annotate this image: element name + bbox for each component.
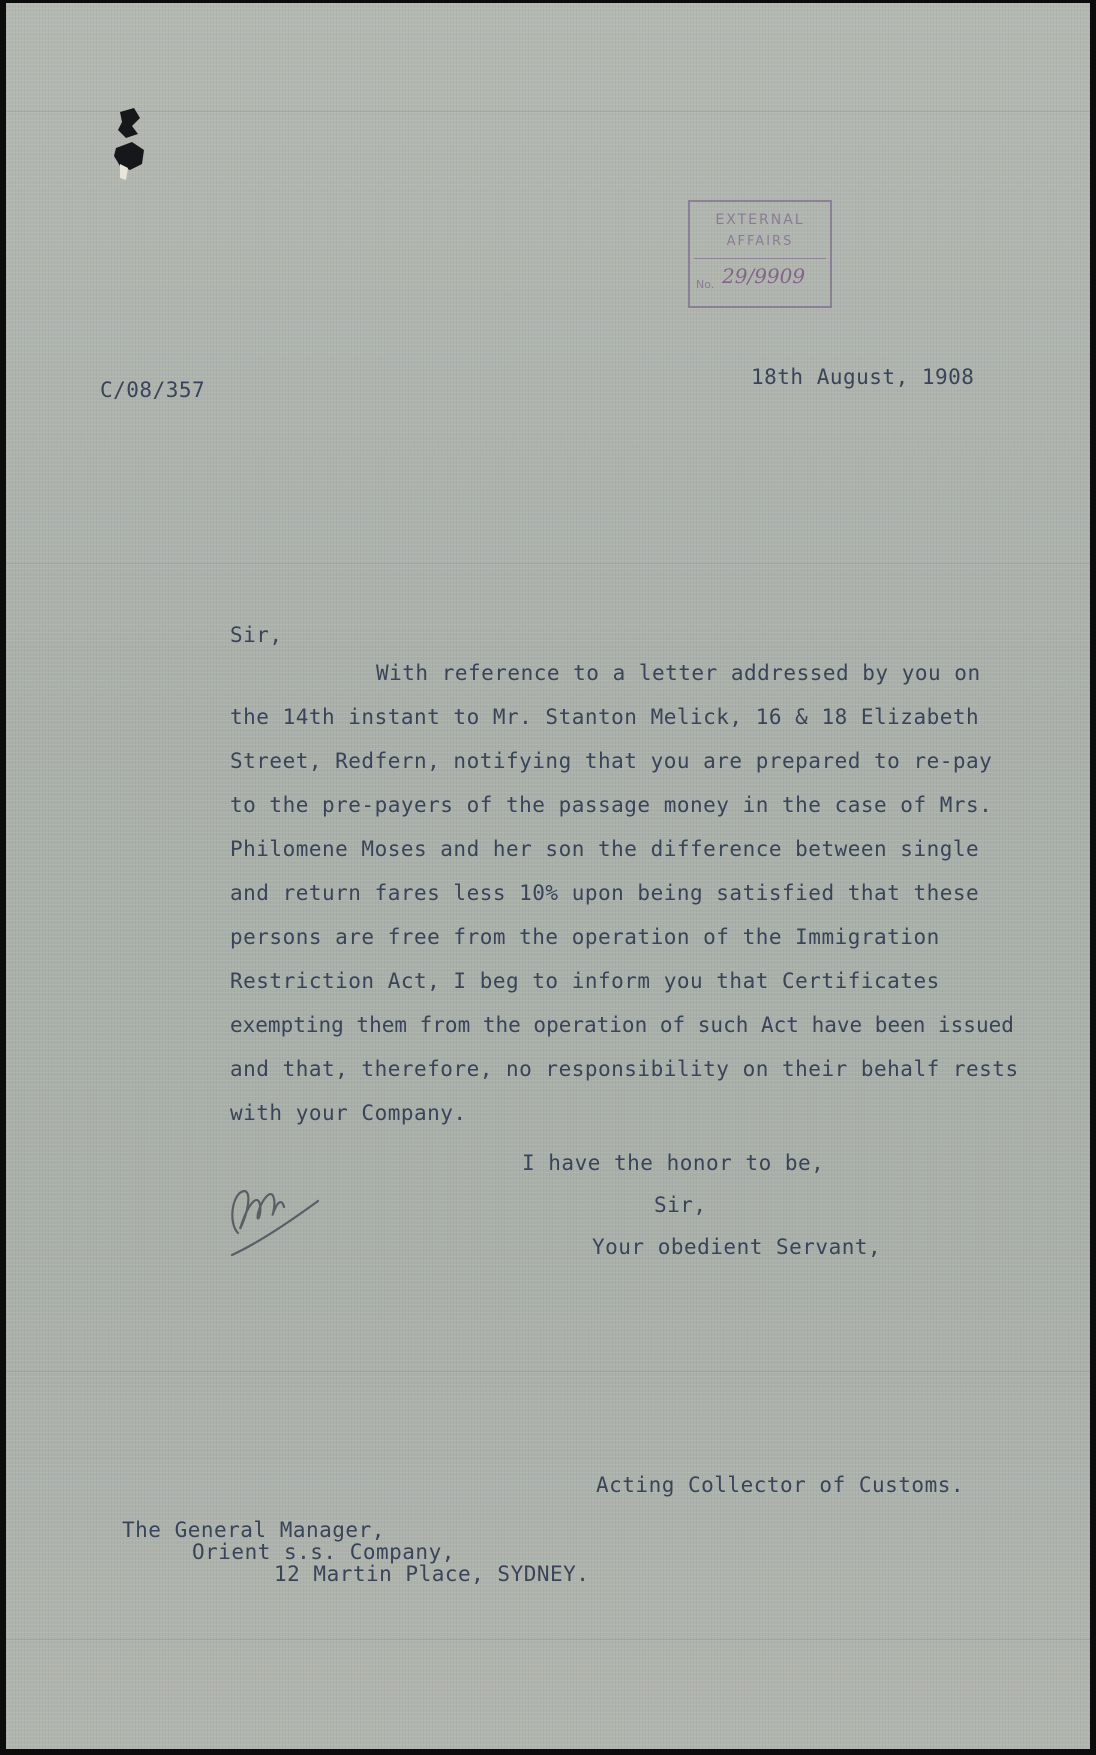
stamp-line-2: AFFAIRS (726, 234, 794, 249)
body-line: exempting them from the operation of such Act have been issued (230, 1013, 1014, 1037)
body-line: With reference to a letter addressed by you on (376, 661, 981, 685)
external-affairs-stamp (688, 200, 832, 308)
address-line-3: 12 Martin Place, SYDNEY. (274, 1562, 590, 1586)
body-line: Street, Redfern, notifying that you are prepared to re-pay (230, 749, 993, 773)
letter-date: 18th August, 1908 (751, 365, 975, 389)
body-line: the 14th instant to Mr. Stanton Melick, 16 & 18 Elizabeth (230, 705, 980, 729)
stamp-prefix: No. (696, 278, 715, 291)
address-line-2: Orient s.s. Company, (192, 1540, 455, 1564)
salutation: Sir, (230, 623, 283, 647)
reference-number: C/08/357 (100, 378, 206, 402)
punch-hole-mark (112, 108, 152, 188)
body-line: and that, therefore, no responsibility on their behalf rests (230, 1057, 1019, 1081)
handwritten-initials (218, 1163, 328, 1263)
letter-sheet (6, 3, 1090, 1749)
closing-line-1: I have the honor to be, (522, 1151, 825, 1175)
body-line: Restriction Act, I beg to inform you that Certificates (230, 969, 940, 993)
address-line-1: The General Manager, (122, 1518, 385, 1542)
body-line: and return fares less 10% upon being satisfied that these (230, 881, 980, 905)
stamp-handwritten-number: 29/9909 (722, 264, 806, 288)
body-line: to the pre-payers of the passage money in the case of Mrs. (230, 793, 993, 817)
closing-line-2: Sir, (654, 1193, 707, 1217)
body-line: Philomene Moses and her son the difference between single (230, 837, 980, 861)
body-line: persons are free from the operation of the Immigration (230, 925, 940, 949)
signature-title: Acting Collector of Customs. (596, 1473, 965, 1497)
stamp-line-1: EXTERNAL (715, 212, 805, 228)
body-line: with your Company. (230, 1101, 467, 1125)
closing-line-3: Your obedient Servant, (592, 1235, 882, 1259)
